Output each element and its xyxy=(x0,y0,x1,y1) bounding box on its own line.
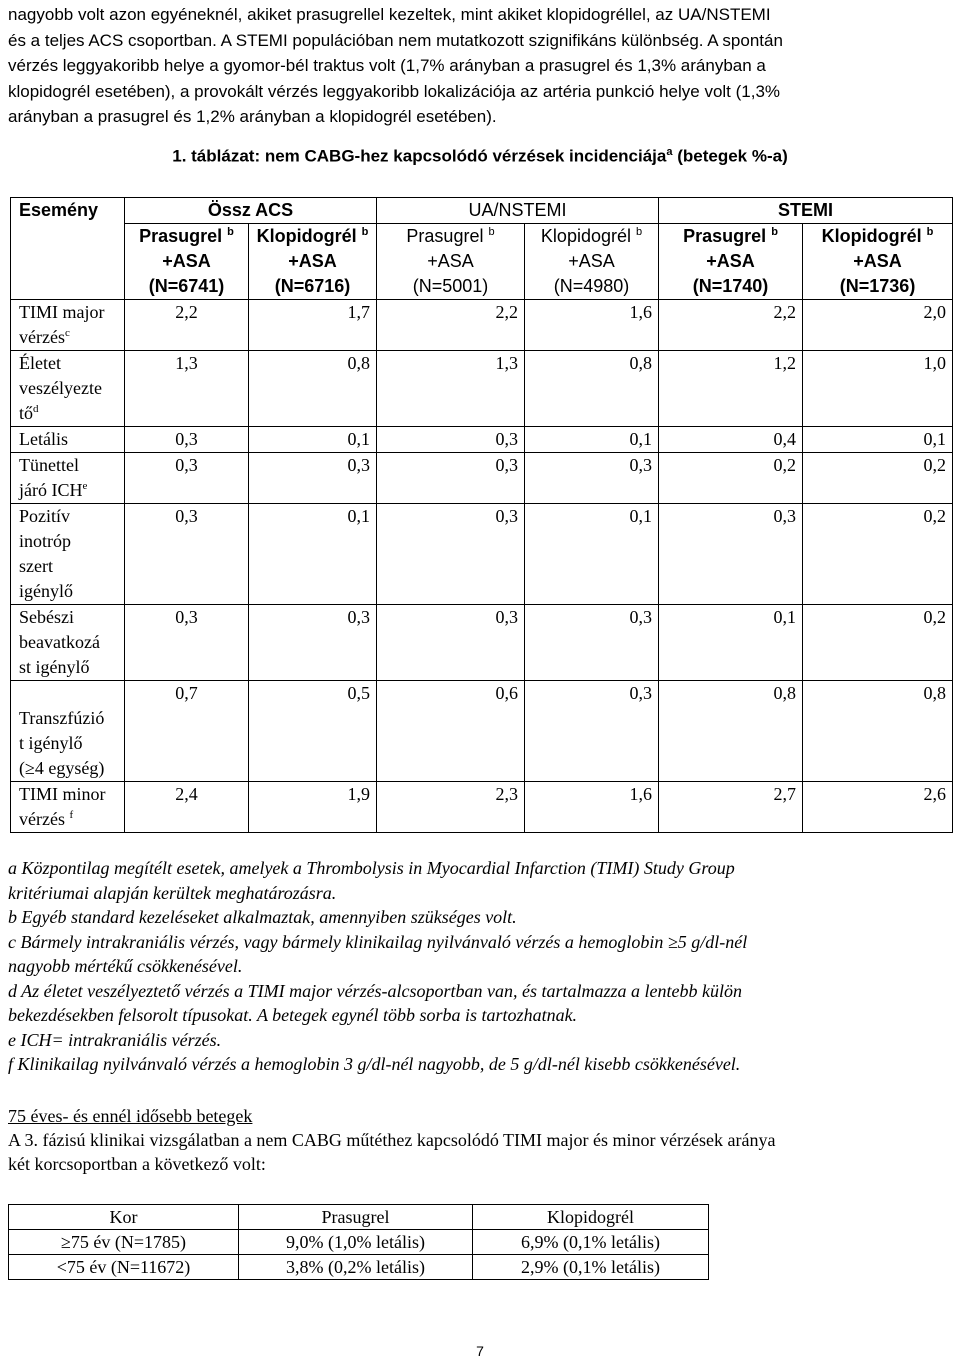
table-header-row xyxy=(11,198,953,224)
event-label-sup: d xyxy=(33,403,39,415)
drug-subheader xyxy=(803,224,953,300)
event-label-line xyxy=(19,756,124,781)
event-label-text: Életet xyxy=(19,353,61,373)
value-cell: 1,6 xyxy=(525,300,659,351)
value-cell: 0,1 xyxy=(659,605,803,681)
value-cell: 0,6 xyxy=(377,681,525,782)
event-label-text: vérzés xyxy=(19,327,65,347)
value-cell: 0,2 xyxy=(803,504,953,605)
value-cell: 1,3 xyxy=(125,351,249,427)
group-header: Össz ACS xyxy=(125,198,377,224)
group-header: UA/NSTEMI xyxy=(377,198,659,224)
table-row xyxy=(11,605,953,681)
event-label-cell xyxy=(11,782,125,833)
value-cell: 1,0 xyxy=(803,351,953,427)
drug-n: (N=1736) xyxy=(839,276,916,296)
age-table-row xyxy=(9,1255,709,1280)
drug-n: (N=5001) xyxy=(412,276,489,296)
table-caption xyxy=(0,146,960,167)
event-label-line xyxy=(19,579,124,604)
drug-subheader xyxy=(249,224,377,300)
value-cell: 1,6 xyxy=(525,782,659,833)
value-cell: 1,9 xyxy=(249,782,377,833)
table-row xyxy=(11,427,953,453)
value-cell: 0,8 xyxy=(659,681,803,782)
value-cell: 0,1 xyxy=(803,427,953,453)
value-cell: 0,3 xyxy=(525,453,659,504)
event-label-line xyxy=(19,554,124,579)
drug-asa: +ASA xyxy=(427,251,474,271)
value-cell: 0,3 xyxy=(249,453,377,504)
bleeding-table xyxy=(10,197,953,833)
drug-name: Klopidogrél xyxy=(256,226,357,246)
event-label-line xyxy=(19,706,124,731)
event-header-cell xyxy=(11,198,125,300)
drug-sup: b xyxy=(488,226,495,238)
event-label-text: st igénylő xyxy=(19,657,90,677)
table-subheader-row xyxy=(11,224,953,300)
footnote: d Az életet veszélyeztető vérzés a TIMI major vérzés-alcsoportban van, és tartalmazza a lentebb külön xyxy=(8,980,743,1001)
event-label-line xyxy=(19,655,124,680)
drug-name: Klopidogrél xyxy=(821,226,922,246)
event-label-line xyxy=(19,807,124,832)
drug-subheader xyxy=(377,224,525,300)
event-label-text: inotróp xyxy=(19,531,71,551)
footnote: nagyobb mértékű csökkenésével. xyxy=(8,956,243,976)
event-label-cell xyxy=(11,351,125,427)
drug-name: Prasugrel xyxy=(406,226,484,246)
table-caption-suffix: (betegek %-a) xyxy=(672,146,788,166)
value-cell: 0,8 xyxy=(803,681,953,782)
footnote: f Klinikailag nyilvánvaló vérzés a hemoglobin 3 g/dl-nél nagyobb, de 5 g/dl-nél kisebb csökkenésével. xyxy=(8,1054,741,1074)
value-cell: 2,4 xyxy=(125,782,249,833)
value-cell: 0,3 xyxy=(125,504,249,605)
event-label-text: beavatkozá xyxy=(19,632,100,652)
drug-sup: b xyxy=(771,226,778,238)
footnote: c Bármely intrakraniális vérzés, vagy bármely klinikailag nyilvánvaló vérzés a hemoglobin ≥5 g/dl-nél xyxy=(8,931,748,952)
event-label-cell xyxy=(11,681,125,782)
footnote: bekezdésekben felsorolt típusokat. A betegek egynél több sorba is tartozhatnak. xyxy=(8,1005,578,1025)
event-label-text: (≥4 egység) xyxy=(19,758,105,778)
age-cell: <75 év (N=11672) xyxy=(9,1255,239,1280)
value-cell: 0,3 xyxy=(125,427,249,453)
footnote: a Központilag megítélt esetek, amelyek a Thrombolysis in Myocardial Infarction (TIMI) Study Group xyxy=(8,858,735,878)
intro-line: arányban a prasugrel és 1,2% arányban a klopidogrél esetében). xyxy=(8,107,497,126)
value-cell: 2,3 xyxy=(377,782,525,833)
group-header: STEMI xyxy=(659,198,953,224)
event-label-text: Transzfúzió xyxy=(19,708,105,728)
intro-paragraph xyxy=(8,2,948,130)
event-label-line xyxy=(19,605,124,630)
drug-name: Prasugrel xyxy=(683,226,767,246)
intro-line: és a teljes ACS csoportban. A STEMI populációban nem mutatkozott szignifikáns különbség. A spontán xyxy=(8,30,783,50)
table-row xyxy=(11,300,953,351)
event-label-line xyxy=(19,529,124,554)
value-cell: 0,8 xyxy=(525,351,659,427)
event-label-line xyxy=(19,478,124,503)
value-cell: 0,3 xyxy=(377,504,525,605)
value-cell: 0,2 xyxy=(803,605,953,681)
drug-asa: +ASA xyxy=(853,251,902,271)
event-label-text: veszélyezte xyxy=(19,378,102,398)
event-label-text: Sebészi xyxy=(19,607,74,627)
page-number: 7 xyxy=(476,1343,484,1359)
age-cell: ≥75 év (N=1785) xyxy=(9,1230,239,1255)
event-label-line xyxy=(19,300,124,325)
drug-asa: +ASA xyxy=(706,251,755,271)
value-cell: 1,3 xyxy=(377,351,525,427)
drug-subheader xyxy=(125,224,249,300)
drug-subheader xyxy=(659,224,803,300)
value-cell: 0,2 xyxy=(659,453,803,504)
drug-sup: b xyxy=(361,226,369,238)
event-label-cell xyxy=(11,605,125,681)
value-cell: 2,6 xyxy=(803,782,953,833)
value-cell: 2,7 xyxy=(659,782,803,833)
event-label-text: szert xyxy=(19,556,53,576)
drug-name: Klopidogrél xyxy=(540,226,631,246)
event-label-line xyxy=(19,325,124,350)
age-header-cell: Prasugrel xyxy=(239,1205,473,1230)
event-label-text: tő xyxy=(19,403,34,423)
event-label-text: t igénylő xyxy=(19,733,83,753)
value-cell: 0,5 xyxy=(249,681,377,782)
value-cell: 0,3 xyxy=(249,605,377,681)
value-cell: 0,8 xyxy=(249,351,377,427)
table-row xyxy=(11,351,953,427)
event-label-line xyxy=(19,453,124,478)
drug-n: (N=4980) xyxy=(553,276,630,296)
event-label-text: Tünettel xyxy=(19,455,79,475)
value-cell: 0,1 xyxy=(525,504,659,605)
table-caption-sup: a xyxy=(666,146,673,158)
drug-subheader xyxy=(525,224,659,300)
value-cell: 0,3 xyxy=(377,453,525,504)
event-label-cell xyxy=(11,427,125,453)
older-patients-section xyxy=(8,1104,948,1176)
table-row xyxy=(11,504,953,605)
table-caption-text: 1. táblázat: nem CABG-hez kapcsolódó vérzések incidenciája xyxy=(172,146,667,166)
value-cell: 0,3 xyxy=(377,427,525,453)
drug-asa: +ASA xyxy=(162,251,211,271)
value-cell: 0,1 xyxy=(525,427,659,453)
table-row xyxy=(11,782,953,833)
age-cell: 2,9% (0,1% letális) xyxy=(473,1255,709,1280)
event-label-line xyxy=(19,731,124,756)
value-cell: 0,3 xyxy=(525,681,659,782)
event-label-text: vérzés xyxy=(19,809,70,829)
event-label-sup: e xyxy=(82,480,88,492)
table-row xyxy=(11,453,953,504)
value-cell: 1,7 xyxy=(249,300,377,351)
section-text: A 3. fázisú klinikai vizsgálatban a nem CABG műtéthez kapcsolódó TIMI major és minor vérzések aránya xyxy=(8,1130,776,1150)
event-label-line xyxy=(19,681,124,706)
drug-sup: b xyxy=(926,226,934,238)
intro-line: nagyobb volt azon egyéneknél, akiket prasugrellel kezeltek, mint akiket klopidogréllel, az UA/NSTEMI xyxy=(8,5,771,24)
event-label-cell xyxy=(11,504,125,605)
event-label-cell xyxy=(11,453,125,504)
value-cell: 0,3 xyxy=(525,605,659,681)
age-table-row xyxy=(9,1230,709,1255)
drug-n: (N=6716) xyxy=(274,276,351,296)
drug-asa: +ASA xyxy=(568,251,615,271)
event-label-line xyxy=(19,504,124,529)
event-label-line xyxy=(19,376,124,401)
drug-n: (N=1740) xyxy=(692,276,769,296)
event-label-text: TIMI minor xyxy=(19,784,106,804)
value-cell: 2,2 xyxy=(659,300,803,351)
event-label-line xyxy=(19,782,124,807)
footnote: e ICH= intrakraniális vérzés. xyxy=(8,1029,222,1050)
value-cell: 2,2 xyxy=(377,300,525,351)
event-label-line xyxy=(19,630,124,655)
drug-n: (N=6741) xyxy=(148,276,225,296)
value-cell: 0,3 xyxy=(125,605,249,681)
age-header-cell: Kor xyxy=(9,1205,239,1230)
drug-sup: b xyxy=(636,226,643,238)
event-label-text: járó ICH xyxy=(19,480,83,500)
event-label-sup: f xyxy=(69,809,74,821)
event-header: Esemény xyxy=(19,200,99,220)
drug-sup: b xyxy=(227,226,234,238)
intro-line: vérzés leggyakoribb helye a gyomor-bél traktus volt (1,7% arányban a prasugrel és 1,3% arányban a xyxy=(8,56,766,75)
value-cell: 0,3 xyxy=(659,504,803,605)
intro-line: klopidogrél esetében), a provokált vérzés leggyakoribb lokalizációja az artéria punkció helye volt (1,3% xyxy=(8,81,781,101)
event-label-line xyxy=(19,351,124,376)
age-cell: 6,9% (0,1% letális) xyxy=(473,1230,709,1255)
event-label-cell xyxy=(11,300,125,351)
table-row xyxy=(11,681,953,782)
value-cell: 2,0 xyxy=(803,300,953,351)
age-table xyxy=(8,1204,709,1280)
drug-name: Prasugrel xyxy=(139,226,223,246)
value-cell: 0,2 xyxy=(803,453,953,504)
value-cell: 1,2 xyxy=(659,351,803,427)
value-cell: 0,3 xyxy=(125,453,249,504)
event-label-text: Pozitív xyxy=(19,506,71,526)
event-label-text: Letális xyxy=(19,429,68,449)
value-cell: 0,1 xyxy=(249,427,377,453)
event-label-sup: c xyxy=(64,327,70,339)
event-label-text: TIMI major xyxy=(19,302,105,322)
value-cell: 0,4 xyxy=(659,427,803,453)
event-label-line xyxy=(19,427,124,452)
section-text: két korcsoportban a következő volt: xyxy=(8,1154,266,1174)
age-cell: 3,8% (0,2% letális) xyxy=(239,1255,473,1280)
age-header-cell: Klopidogrél xyxy=(473,1205,709,1230)
drug-asa: +ASA xyxy=(288,251,337,271)
footnote: kritériumai alapján kerültek meghatározásra. xyxy=(8,882,337,903)
value-cell: 2,2 xyxy=(125,300,249,351)
event-label-text: igénylő xyxy=(19,581,73,601)
event-label-line xyxy=(19,401,124,426)
section-heading: 75 éves- és ennél idősebb betegek xyxy=(8,1106,253,1126)
value-cell: 0,3 xyxy=(377,605,525,681)
age-cell: 9,0% (1,0% letális) xyxy=(239,1230,473,1255)
age-table-header-row xyxy=(9,1205,709,1230)
value-cell: 0,1 xyxy=(249,504,377,605)
footnotes xyxy=(8,856,948,1077)
value-cell: 0,7 xyxy=(125,681,249,782)
footnote: b Egyéb standard kezeléseket alkalmaztak, amennyiben szükséges volt. xyxy=(8,907,517,927)
